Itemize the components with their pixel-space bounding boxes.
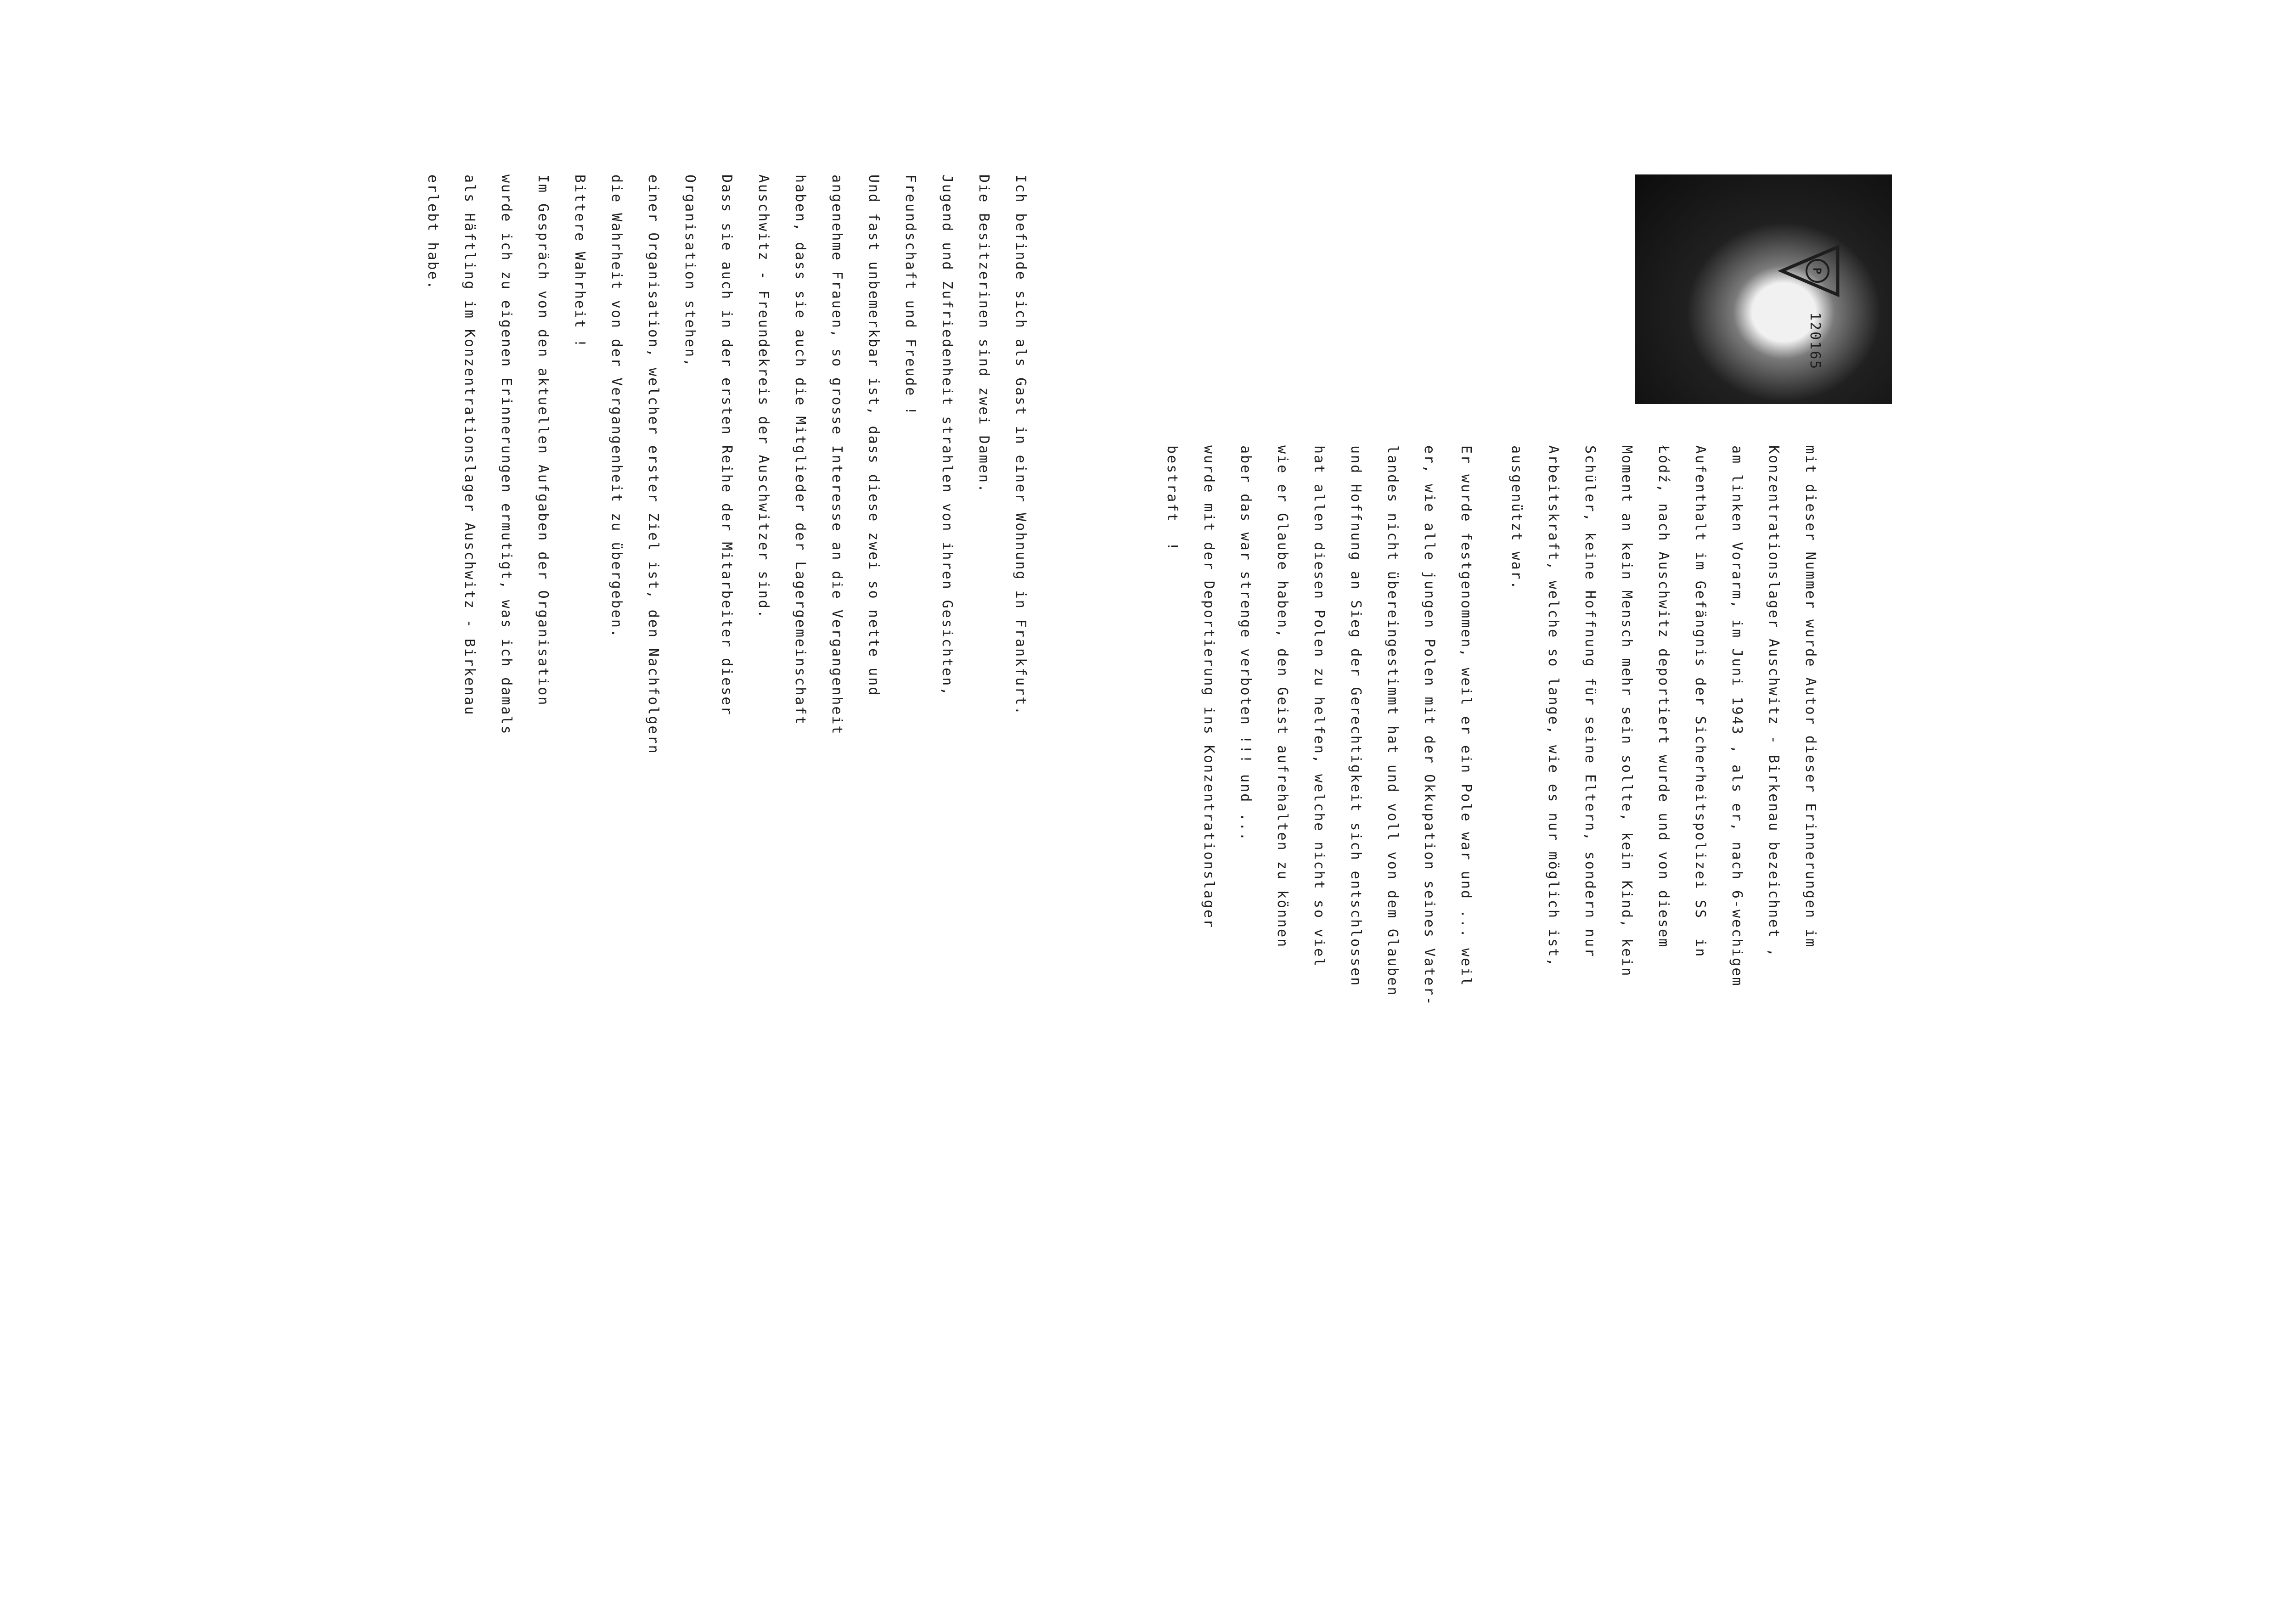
body-line: einer Organisation, welcher erster Ziel ist, den Nachfolgern — [645, 174, 661, 755]
caption-line: ausgenützt war. — [1508, 445, 1525, 590]
caption-line: er, wie alle jungen Polen mit der Okkupation seines Vater- — [1421, 445, 1437, 1006]
caption-line: bestraft ! — [1164, 445, 1180, 552]
badge-letter: P — [1811, 267, 1823, 275]
scanned-typewritten-page — [253, 174, 2043, 1437]
caption-line: hat allen diesen Polen zu helfen, welche nicht so viel — [1311, 445, 1327, 968]
body-line: Organisation stehen, — [682, 174, 698, 368]
caption-line: wie er Glaube haben, den Geist aufrehalten zu können — [1274, 445, 1290, 949]
prisoner-photo — [1635, 174, 1892, 404]
caption-line: und Hoffnung an Sieg der Gerechtigkeit sich entschlossen — [1348, 445, 1364, 987]
caption-line: am linken Vorarm, im Juni 1943 , als er, nach 6-wechigem — [1729, 445, 1745, 987]
caption-line: mit dieser Nummer wurde Autor dieser Erinnerungen im — [1802, 445, 1818, 949]
body-line: angenehme Frauen, so grosse Interesse an die Vergangenheit — [829, 174, 845, 736]
body-line: Die Besitzerinen sind zwei Damen. — [976, 174, 992, 494]
caption-line: Łódź, nach Auschwitz deportiert wurde und von diesem — [1655, 445, 1671, 949]
caption-line: Moment an kein Mensch mehr sein sollte, kein Kind, kein — [1619, 445, 1635, 978]
body-line: Freundschaft und Freude ! — [902, 174, 918, 416]
body-line: wurde ich zu eigenen Erinnerungen ermutigt, was ich damals — [498, 174, 514, 736]
caption-line: Er wurde festgenommen, weil er ein Pole war und ... weil — [1458, 445, 1474, 987]
triangle-badge-icon — [1777, 243, 1841, 298]
body-line: Jugend und Zufriedenheit strahlen von ihren Gesichten, — [939, 174, 955, 697]
page-header — [2069, 0, 2174, 1607]
body-line: Auschwitz - Freundekreis der Auschwitzer sind. — [755, 174, 771, 619]
body-line: Bittere Wahrheit ! — [572, 174, 588, 349]
body-line: Im Gespräch von den aktuellen Aufgaben der Organisation — [535, 174, 551, 707]
caption-line: Arbeitskraft, welche so lange, wie es nur möglich ist, — [1545, 445, 1561, 968]
body-line: Dass sie auch in der ersten Reihe der Mitarbeiter dieser — [719, 174, 735, 716]
body-line: Und fast unbemerkbar ist, dass diese zwei so nette und — [866, 174, 882, 697]
body-line: Ich befinde sich als Gast in einer Wohnung in Frankfurt. — [1013, 174, 1029, 716]
caption-line: Aufenthalt im Gefängnis der Sicherheitspolizei SS in — [1692, 445, 1708, 958]
caption-line: Schüler, keine Hoffnung für seine Eltern, sondern nur — [1582, 445, 1598, 958]
body-line: haben, dass sie auch die Mitglieder der Lagergemeinschaft — [792, 174, 808, 726]
caption-line: Konzentrationslager Auschwitz - Birkenau bezeichnet , — [1766, 445, 1782, 958]
caption-line: wurde mit der Deportierung ins Konzentrationslager — [1201, 445, 1217, 929]
body-line: erlebt habe. — [425, 174, 441, 291]
caption-line: aber das war strenge verboten !!! und ... — [1238, 445, 1254, 842]
caption-line: landes nicht übereingestimmt hat und voll von dem Glauben — [1384, 445, 1401, 997]
body-line: die Wahrheit von der Vergangenheit zu übergeben. — [608, 174, 625, 639]
prisoner-number: 120165 — [1807, 312, 1823, 371]
body-line: als Häftling im Konzentrationslager Auschwitz - Birkenau — [461, 174, 478, 716]
